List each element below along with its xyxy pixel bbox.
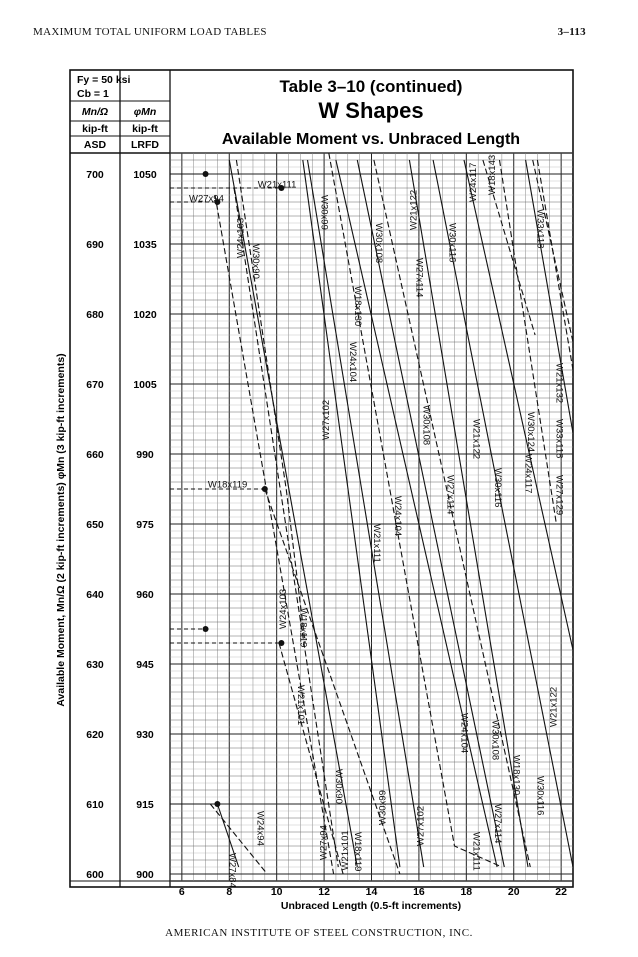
line-label: W24x104	[458, 713, 470, 754]
x-tick-label: 20	[507, 886, 520, 898]
line-label: W27x114	[491, 804, 503, 844]
page-footer: AMERICAN INSTITUTE OF STEEL CONSTRUCTION, INC.	[165, 927, 473, 939]
lrfd-tick-label: 1035	[133, 239, 157, 251]
line-label: W21x132	[553, 363, 565, 404]
line-label: W24x94	[254, 811, 266, 846]
series-line-w30x90	[229, 160, 357, 867]
line-label: W21x111	[257, 179, 297, 191]
line-label: W27x102	[415, 805, 427, 846]
lrfd-unit: kip-ft	[132, 123, 158, 135]
line-label: W24x103	[278, 588, 290, 629]
line-label: W30x99	[318, 195, 330, 230]
fy-label: Fy = 50 ksi	[77, 74, 131, 86]
y-axis-label: Available Moment, Mn/Ω (2 kip-ft increments) φMn (3 kip-ft increments)	[55, 353, 67, 707]
series-line-w27x114	[409, 160, 528, 867]
lrfd-tick-label: 900	[136, 869, 154, 881]
page-header-left: MAXIMUM TOTAL UNIFORM LOAD TABLES	[33, 26, 267, 38]
asd-label: ASD	[83, 139, 107, 151]
asd-tick-label: 670	[86, 379, 104, 391]
line-label: W30x99	[377, 790, 389, 825]
lrfd-col-header: φMn	[133, 106, 157, 118]
line-label: W30x108	[420, 405, 432, 446]
asd-tick-label: 630	[86, 659, 104, 671]
chart-title: Available Moment vs. Unbraced Length	[221, 131, 521, 148]
line-label: W30x116	[491, 468, 503, 508]
line-label: W33x118	[553, 419, 565, 459]
line-label: W24x104	[392, 496, 404, 537]
line-label: W18x130	[510, 755, 522, 796]
line-label: W27x114	[413, 258, 425, 298]
line-label: W24x117	[467, 162, 479, 202]
asd-tick-label: 650	[86, 519, 104, 531]
lrfd-tick-label: 945	[136, 659, 154, 671]
line-label: W21x101	[339, 830, 351, 871]
line-label: W21x111	[470, 832, 482, 871]
asd-col-header: Mn/Ω	[81, 106, 109, 118]
asd-tick-label: 690	[86, 239, 104, 251]
line-label: W24x103	[235, 217, 247, 258]
line-label: W24x117	[522, 454, 534, 494]
data-point-marker	[214, 801, 220, 807]
lrfd-tick-label: 930	[136, 729, 154, 741]
x-tick-label: 22	[555, 886, 567, 898]
line-label: W21x122	[548, 686, 560, 727]
x-axis-label: Unbraced Length (0.5-ft increments)	[280, 900, 462, 912]
x-tick-label: 16	[413, 886, 425, 898]
data-point-marker	[203, 626, 209, 632]
series-line-w24x103	[236, 160, 305, 643]
x-tick-label: 8	[226, 886, 233, 898]
lrfd-tick-label: 1020	[133, 309, 157, 321]
lrfd-tick-label: 915	[136, 799, 154, 811]
series-line-w30x99	[303, 160, 400, 867]
cb-label: Cb = 1	[77, 88, 109, 100]
line-label: W21x122	[408, 189, 420, 230]
series-line-w27x94	[215, 195, 334, 874]
lrfd-label: LRFD	[131, 139, 159, 151]
line-label: W18x119	[297, 608, 309, 648]
data-point-marker	[262, 486, 268, 492]
data-point-marker	[203, 171, 209, 177]
line-label: W27x102	[320, 399, 332, 440]
line-label: W27x114	[444, 475, 456, 515]
series-line-w27x102	[308, 160, 424, 867]
series-line-w21x111	[234, 188, 338, 867]
asd-unit: kip-ft	[82, 123, 108, 135]
line-label: W24x104	[347, 342, 359, 383]
line-label: W30x108	[373, 223, 385, 264]
x-tick-label: 18	[460, 886, 473, 898]
line-label: W27x84	[226, 853, 238, 888]
lrfd-tick-label: 1050	[133, 169, 157, 181]
x-tick-label: 12	[318, 886, 330, 898]
data-point-marker	[278, 640, 284, 646]
line-label: W27x94	[189, 193, 224, 205]
line-label: W18x119	[207, 479, 248, 491]
line-label: W18x143	[486, 154, 498, 195]
lrfd-tick-label: 990	[136, 449, 154, 461]
x-tick-label: 6	[178, 886, 185, 898]
line-label: W30x116	[534, 776, 546, 816]
table-title: Table 3–10 (continued)	[279, 77, 463, 96]
line-label: W27x129	[553, 475, 565, 516]
line-label: W18x130	[351, 286, 363, 327]
x-tick-label: 10	[270, 886, 283, 898]
line-label: W30x90	[332, 769, 344, 804]
asd-tick-label: 610	[86, 799, 104, 811]
lrfd-tick-label: 975	[136, 519, 154, 531]
asd-tick-label: 600	[86, 869, 104, 881]
line-label: W33x118	[534, 209, 546, 249]
asd-tick-label: 680	[86, 309, 104, 321]
line-label: W30x124	[525, 412, 536, 453]
line-label: W30x108	[489, 720, 501, 761]
lrfd-tick-label: 1005	[133, 379, 157, 391]
page-number: 3–113	[557, 26, 586, 38]
asd-tick-label: 620	[86, 729, 104, 741]
asd-tick-label: 640	[86, 589, 104, 601]
line-label: W27x94	[318, 825, 330, 860]
lrfd-tick-label: 960	[136, 589, 154, 601]
asd-tick-label: 660	[86, 449, 104, 461]
line-label: W21x111	[370, 524, 382, 563]
x-tick-label: 14	[365, 886, 378, 898]
line-label: W18x119	[351, 832, 363, 872]
line-label: W21x101	[295, 685, 306, 726]
table-subtitle: W Shapes	[318, 98, 424, 123]
line-label: W30x90	[250, 244, 261, 279]
line-label: W21x122	[470, 419, 482, 460]
asd-tick-label: 700	[86, 169, 104, 181]
line-label: W30x116	[446, 223, 458, 263]
